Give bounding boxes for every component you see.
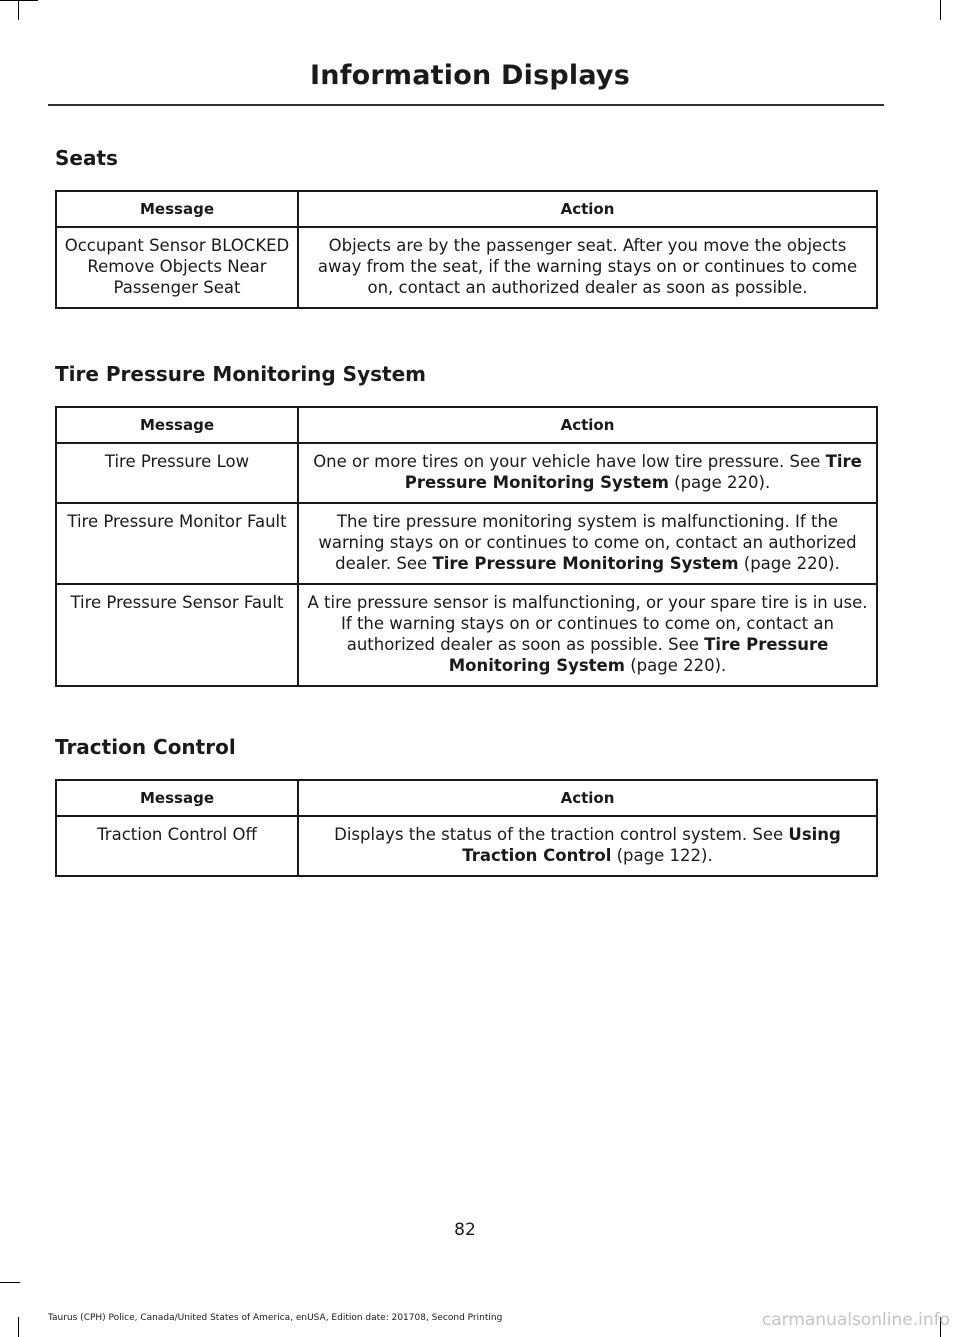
- cross-reference-link[interactable]: Tire Pressure Monitoring System: [432, 554, 739, 573]
- column-header-message: Message: [56, 407, 298, 443]
- page-reference: (page 122).: [611, 846, 713, 865]
- column-header-action: Action: [298, 780, 877, 816]
- action-cell: [298, 584, 877, 686]
- action-cell: [298, 503, 877, 584]
- section-title-traction: Traction Control: [55, 735, 236, 759]
- action-cell: [298, 816, 877, 876]
- action-text: A tire pressure sensor is malfunctioning, or your spare tire is in use. If the warning stays on or continues to come on, contact an authorized dealer as soon as possible. See: [307, 593, 868, 654]
- page-reference: (page 220).: [738, 554, 840, 573]
- action-text: Displays the status of the traction control system. See: [334, 825, 789, 844]
- crop-mark: [940, 0, 941, 20]
- column-header-message: Message: [56, 780, 298, 816]
- table-row: [56, 227, 877, 308]
- message-cell: Occupant Sensor BLOCKED Remove Objects Near Passenger Seat: [56, 227, 298, 308]
- message-cell: Tire Pressure Monitor Fault: [56, 503, 298, 584]
- table-row: [56, 503, 877, 584]
- column-header-action: Action: [298, 191, 877, 227]
- page-title: Information Displays: [310, 60, 630, 91]
- seats-table: [55, 190, 878, 309]
- title-divider: [48, 104, 884, 106]
- column-header-message: Message: [56, 191, 298, 227]
- column-header-action: Action: [298, 407, 877, 443]
- table-row: [56, 584, 877, 686]
- message-cell: Tire Pressure Sensor Fault: [56, 584, 298, 686]
- edition-footer: Taurus (CPH) Police, Canada/United States of America, enUSA, Edition date: 201708, Second Printing: [48, 1313, 503, 1323]
- table-row: [56, 816, 877, 876]
- action-text: The tire pressure monitoring system is malfunctioning. If the warning stays on or continues to come on, contact an authorized dealer. See: [318, 512, 857, 573]
- action-text: One or more tires on your vehicle have low tire pressure. See: [313, 452, 826, 471]
- message-cell: Traction Control Off: [56, 816, 298, 876]
- crop-mark: [18, 1317, 19, 1337]
- action-cell: Objects are by the passenger seat. After you move the objects away from the seat, if the warning stays on or continues to come on, contact an authorized dealer as soon as possible.: [298, 227, 877, 308]
- tpms-table: [55, 406, 878, 687]
- message-cell: Tire Pressure Low: [56, 443, 298, 503]
- watermark: carmanualsonline.info: [761, 1310, 950, 1330]
- crop-mark: [0, 1282, 20, 1283]
- cross-reference-link[interactable]: Using Traction Control: [462, 825, 841, 865]
- page-reference: (page 220).: [668, 473, 771, 492]
- page-reference: (page 220).: [624, 656, 727, 675]
- crop-mark: [0, 0, 38, 1]
- section-title-seats: Seats: [55, 146, 118, 170]
- traction-table: [55, 779, 878, 877]
- page-number: 82: [454, 1220, 476, 1240]
- action-cell: [298, 443, 877, 503]
- section-title-tpms: Tire Pressure Monitoring System: [55, 362, 426, 386]
- table-row: [56, 443, 877, 503]
- cross-reference-link[interactable]: Tire Pressure Monitoring System: [404, 452, 862, 492]
- cross-reference-link[interactable]: Tire Pressure Monitoring System: [448, 635, 829, 675]
- crop-mark: [18, 0, 19, 20]
